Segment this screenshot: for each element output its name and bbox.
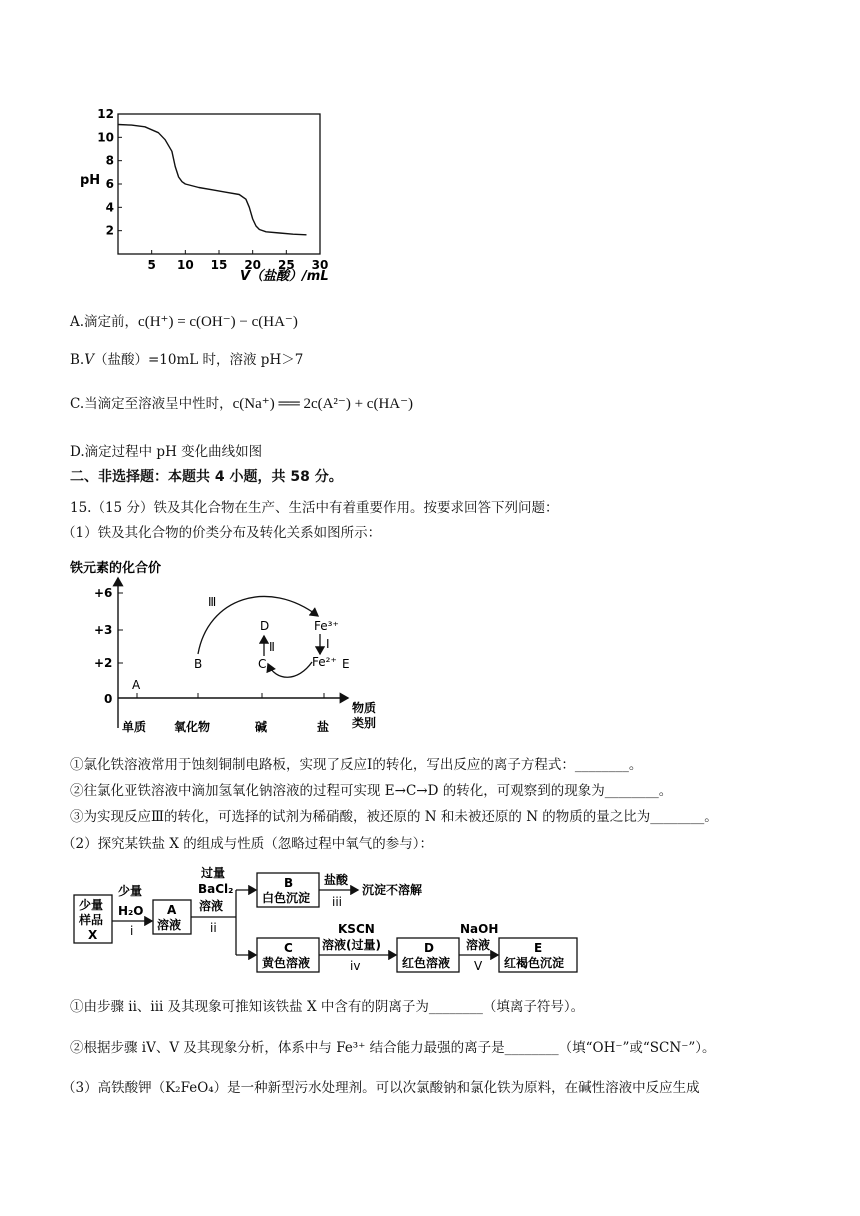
option-a-equation: c(H⁺) = c(OH⁻) − c(HA⁻) xyxy=(138,314,298,330)
diagram-xtick: 氧化物 xyxy=(174,720,211,734)
q15-2-sub1: ①由步骤 ii、iii 及其现象可推知该铁盐 X 中含有的阴离子为________（填离子符号）。 xyxy=(70,999,585,1015)
step-i-label: H₂O xyxy=(118,904,144,918)
q15-1-sub1: ①氯化铁溶液常用于蚀刻铜制电路板，实现了反应Ⅰ的转化，写出反应的离子方程式：________。 xyxy=(70,757,643,773)
y-tick-label: 6 xyxy=(105,177,114,191)
step-iv-label: KSCN xyxy=(338,922,375,936)
y-tick-label: 10 xyxy=(97,130,114,145)
ph-titration-chart xyxy=(60,100,360,295)
result-iii: 沉淀不溶解 xyxy=(362,883,423,897)
diagram-ytick: +2 xyxy=(94,656,113,670)
point-e: E xyxy=(342,657,350,671)
x-tick-label: 25 xyxy=(277,258,295,272)
diagram-x-title xyxy=(352,700,376,715)
step-v-label: V xyxy=(474,959,483,973)
diagram-ytick: +6 xyxy=(94,586,113,600)
option-c-equation: c(Na⁺) ══ 2c(A²⁻) + c(HA⁻) xyxy=(232,396,414,412)
chart-y-label: pH xyxy=(80,173,101,188)
diagram-xtick: 盐 xyxy=(317,720,330,734)
option-d: D.滴定过程中 pH 变化曲线如图 xyxy=(70,444,263,460)
q15-2-sub2: ②根据步骤 iV、V 及其现象分析，体系中与 Fe³⁺ 结合能力最强的离子是________（填“OH⁻”或“SCN⁻”）。 xyxy=(70,1040,716,1056)
step-i-label: 少量 xyxy=(118,884,143,898)
chart-plot-area xyxy=(97,107,328,272)
box-e-label: E xyxy=(534,941,543,955)
sample-label: 少量 xyxy=(79,898,104,912)
q15-part3: （3）高铁酸钾（K₂FeO₄）是一种新型污水处理剂。可以次氯酸钠和氯化铁为原料，在碱性溶液中反应生成 xyxy=(62,1080,700,1096)
point-fe3: Fe³⁺ xyxy=(314,619,339,633)
x-tick-label: 20 xyxy=(244,258,262,272)
section-header: 二、非选择题：本题共 4 小题，共 58 分。 xyxy=(70,469,343,485)
box-c-label: C xyxy=(284,941,293,955)
sample-label: 样品 xyxy=(79,913,104,927)
box-a-label: A xyxy=(167,903,177,917)
label-reaction-2: Ⅱ xyxy=(269,640,275,654)
q15-1-sub3: ③为实现反应Ⅲ的转化，可选择的试剂为稀硝酸，被还原的 N 和未被还原的 N 的物质的量之比为________。 xyxy=(70,809,718,825)
x-tick-label: 15 xyxy=(210,258,228,272)
step-iv-label: 溶液(过量) xyxy=(322,938,381,952)
box-b-label: 白色沉淀 xyxy=(262,891,311,905)
q15-part1: （1）铁及其化合物的价类分布及转化关系如图所示： xyxy=(62,525,382,541)
diagram-ytick: +3 xyxy=(94,623,113,637)
step-i-label: i xyxy=(130,924,134,938)
x-tick-label: 10 xyxy=(176,258,194,272)
step-ii-label: 溶液 xyxy=(199,899,224,913)
arrow-e-to-c xyxy=(268,662,312,677)
y-tick-label: 2 xyxy=(105,223,114,238)
y-tick-label: 12 xyxy=(97,107,114,121)
label-reaction-3: Ⅲ xyxy=(208,595,217,609)
point-a: A xyxy=(132,678,141,692)
diagram-ytick: 0 xyxy=(104,692,113,706)
diagram-xtick: 单质 xyxy=(122,720,147,734)
label-reaction-1: Ⅰ xyxy=(326,637,330,651)
step-iii-label: 盐酸 xyxy=(324,873,349,887)
box-c-label: 黄色溶液 xyxy=(262,956,311,970)
step-iii-label: iii xyxy=(332,895,343,909)
box-d-label: 红色溶液 xyxy=(402,956,451,970)
step-ii-label: BaCl₂ xyxy=(198,882,234,896)
box-b-label: B xyxy=(284,876,294,890)
point-c: C xyxy=(258,657,267,671)
q15-1-sub2: ②往氯化亚铁溶液中滴加氢氧化钠溶液的过程可实现 E→C→D 的转化，可观察到的现象为________。 xyxy=(70,783,673,799)
point-d: D xyxy=(260,619,270,633)
diagram-x-title-line2: 类别 xyxy=(352,716,377,730)
x-tick-label: 5 xyxy=(147,258,156,272)
q15-intro: 15.（15 分）铁及其化合物在生产、生活中有着重要作用。按要求回答下列问题： xyxy=(70,500,559,516)
point-fe2: Fe²⁺ xyxy=(312,655,337,669)
box-d-label: D xyxy=(424,941,434,955)
step-v-label: NaOH xyxy=(460,922,499,936)
flow-diagram xyxy=(70,860,590,975)
diagram-y-title: 铁元素的化合价 xyxy=(70,561,162,576)
q15-part2: （2）探究某铁盐 X 的组成与性质（忽略过程中氧气的参与）： xyxy=(62,836,434,852)
point-b: B xyxy=(194,657,203,671)
x-tick-label: 30 xyxy=(311,258,329,272)
option-a: A.滴定前，c(H⁺) = c(OH⁻) − c(HA⁻) xyxy=(70,314,298,330)
option-c: C.当滴定至溶液呈中性时，c(Na⁺) ══ 2c(A²⁻) + c(HA⁻) xyxy=(70,396,414,412)
y-tick-label: 8 xyxy=(105,153,114,168)
sample-label: X xyxy=(88,928,98,942)
chart-x-label: V（盐酸）/mL xyxy=(240,269,329,284)
step-ii-label: 过量 xyxy=(201,866,226,880)
diagram-xtick: 碱 xyxy=(255,720,268,734)
step-iv-label: iv xyxy=(350,959,361,973)
step-v-label: 溶液 xyxy=(466,938,491,952)
step-ii-label: ii xyxy=(210,921,217,935)
box-a-label: 溶液 xyxy=(157,918,182,932)
ph-curve xyxy=(118,125,307,235)
diagram-x-title-text: 物质 xyxy=(352,701,377,715)
option-b: B.V（盐酸）=10mL 时，溶液 pH＞7 xyxy=(70,352,304,368)
valence-class-diagram xyxy=(68,558,388,738)
box-e-label: 红褐色沉淀 xyxy=(504,956,565,970)
chart-frame xyxy=(118,114,320,254)
y-tick-label: 4 xyxy=(105,200,114,215)
